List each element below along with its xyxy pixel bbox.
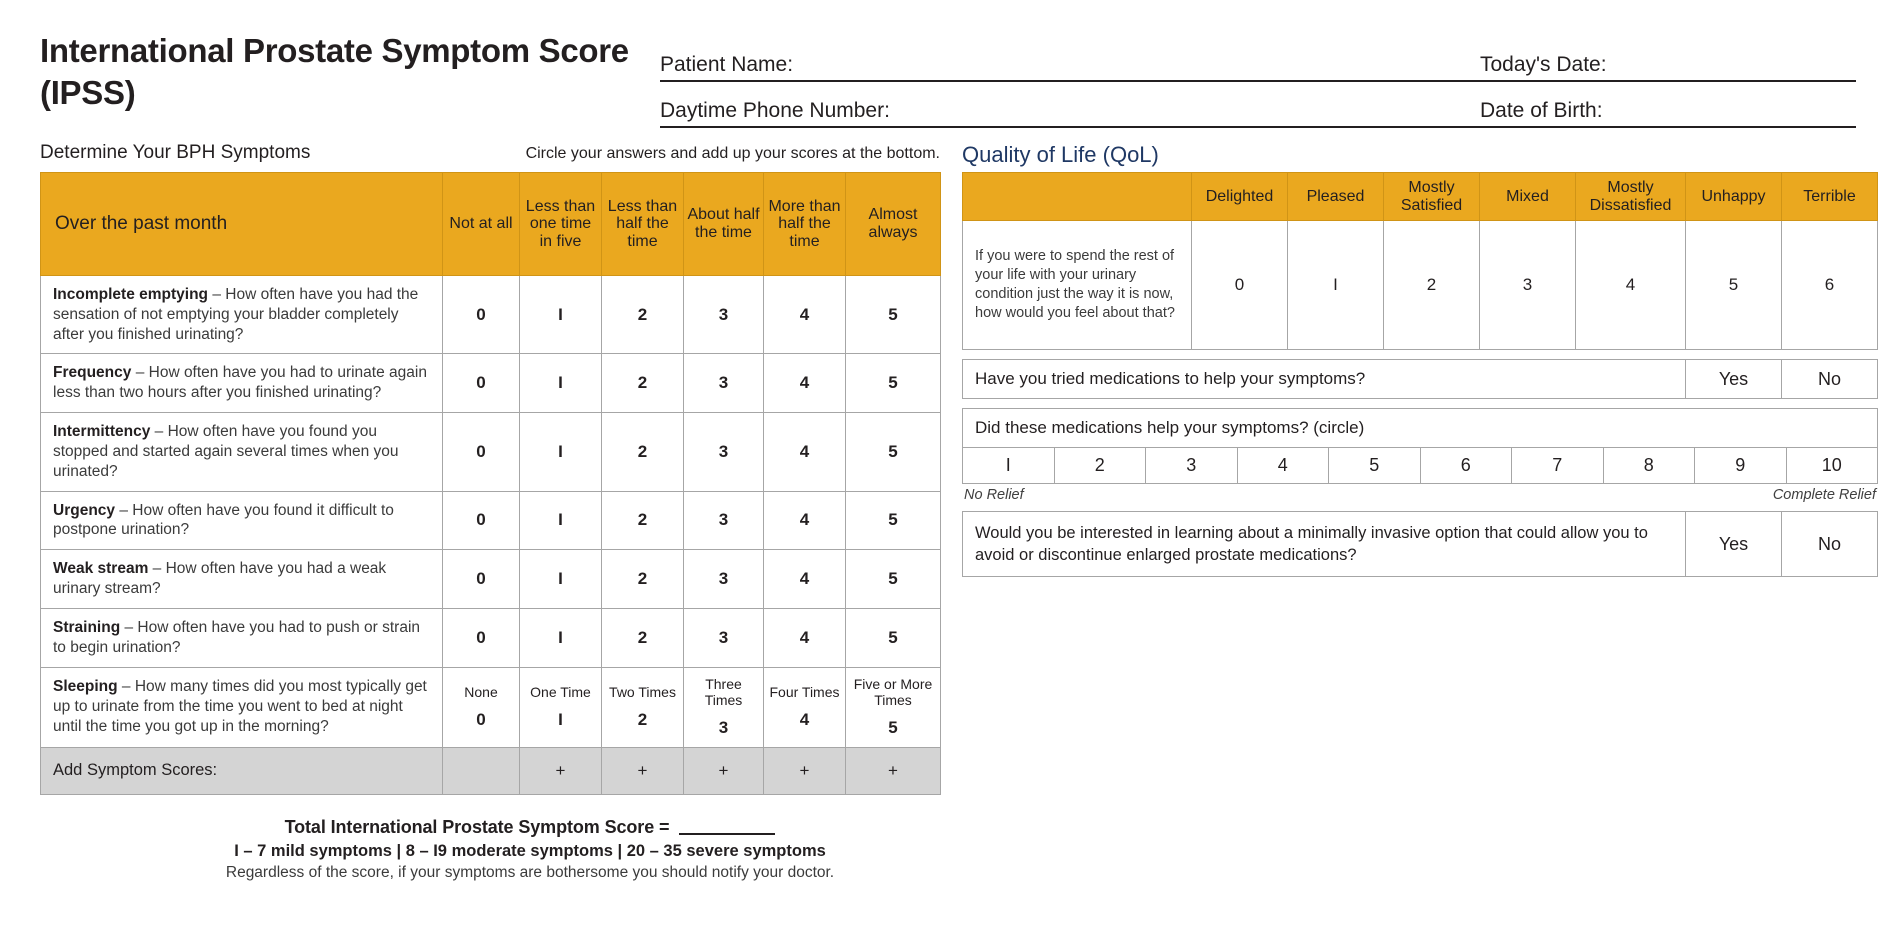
qol-score-option[interactable]: 3 xyxy=(1480,221,1576,350)
symptom-question-incomplete-emptying xyxy=(41,276,443,354)
sleep-option-label: Two Times xyxy=(609,683,676,700)
score-option[interactable]: 3 xyxy=(684,413,764,491)
score-option[interactable]: I xyxy=(520,413,602,491)
main-content xyxy=(0,128,1896,795)
qol-table xyxy=(962,172,1878,350)
daytime-phone-row xyxy=(660,82,1856,128)
symptom-text: – How often have you had the sensation of not emptying your bladder completely after you finished urinating? xyxy=(53,286,419,343)
bph-caption-right: Circle your answers and add up your scores at the bottom. xyxy=(525,145,940,162)
sleep-option-value: I xyxy=(558,709,563,729)
add-score-blank[interactable] xyxy=(443,747,520,794)
score-option[interactable]: 5 xyxy=(846,354,941,413)
symptom-text: – How often have you found you stopped and started again several times when you urinated? xyxy=(53,423,399,480)
symptom-question-urgency xyxy=(41,491,443,550)
relief-scale-option[interactable]: 6 xyxy=(1420,448,1512,484)
medications-tried-yes[interactable]: Yes xyxy=(1686,360,1782,399)
symptom-term: Urgency xyxy=(53,501,116,519)
sleep-option-value: 3 xyxy=(718,718,729,738)
sleep-option-label: Four Times xyxy=(769,683,840,700)
score-option[interactable]: 4 xyxy=(764,608,846,667)
relief-scale-row xyxy=(963,448,1878,484)
add-score-plus[interactable]: + xyxy=(846,747,941,794)
relief-scale-option[interactable]: 4 xyxy=(1237,448,1329,484)
table-row xyxy=(41,608,941,667)
daytime-phone-label: Daytime Phone Number: xyxy=(660,99,890,122)
ipss-col-less-than-half: Less than half the time xyxy=(602,173,684,276)
score-option[interactable]: 0 xyxy=(443,413,520,491)
bph-section xyxy=(40,142,940,795)
symptom-question-weak-stream xyxy=(41,550,443,609)
score-option[interactable]: 0 xyxy=(443,491,520,550)
symptom-text: – How often have you found it difficult to postpone urination? xyxy=(53,501,394,539)
symptom-term: Intermittency xyxy=(53,423,151,441)
qol-header-blank xyxy=(963,173,1192,221)
sleep-option-four-times[interactable] xyxy=(764,667,846,747)
relief-scale-option[interactable]: 9 xyxy=(1695,448,1787,484)
score-option[interactable]: 3 xyxy=(684,550,764,609)
symptom-term: Sleeping xyxy=(53,678,118,696)
score-ranges: I – 7 mild symptoms | 8 – I9 moderate symptoms | 20 – 35 severe symptoms xyxy=(234,841,826,860)
add-score-plus[interactable]: + xyxy=(520,747,602,794)
ipss-col-more-than-half: More than half the time xyxy=(764,173,846,276)
score-option[interactable]: I xyxy=(520,354,602,413)
score-option[interactable]: 3 xyxy=(684,491,764,550)
medications-tried-no[interactable]: No xyxy=(1782,360,1878,399)
total-score-label: Total International Prostate Symptom Score = xyxy=(284,816,670,837)
symptom-text: – How many times did you most typically get up to urinate from the time you went to bed at night until the time you got up in the morning? xyxy=(53,678,427,735)
sleep-option-two-times[interactable] xyxy=(602,667,684,747)
sleep-option-five-or-more-times[interactable] xyxy=(846,667,941,747)
add-score-plus[interactable]: + xyxy=(764,747,846,794)
score-option[interactable]: 5 xyxy=(846,413,941,491)
qol-score-option[interactable]: I xyxy=(1288,221,1384,350)
qol-heading: Quality of Life (QoL) xyxy=(962,142,1159,167)
score-option[interactable]: 4 xyxy=(764,491,846,550)
symptom-question-straining xyxy=(41,608,443,667)
add-score-plus[interactable]: + xyxy=(602,747,684,794)
sleep-option-label: None xyxy=(464,683,498,700)
total-score-line xyxy=(80,817,980,838)
sleep-option-label: Five or More Times xyxy=(853,675,933,709)
symptom-question-frequency xyxy=(41,354,443,413)
footer-note: Regardless of the score, if your symptoms are bothersome you should notify your doctor. xyxy=(225,863,835,881)
title-block xyxy=(40,24,660,114)
symptom-question-sleeping xyxy=(41,667,443,747)
minimally-invasive-no[interactable]: No xyxy=(1782,512,1878,577)
score-option[interactable]: 3 xyxy=(684,276,764,354)
table-row xyxy=(41,276,941,354)
sleep-option-label: One Time xyxy=(530,683,591,700)
table-row xyxy=(41,491,941,550)
symptom-question-intermittency xyxy=(41,413,443,491)
sleep-option-none[interactable] xyxy=(443,667,520,747)
score-option[interactable]: 5 xyxy=(846,608,941,667)
footer xyxy=(0,817,1896,882)
score-option[interactable]: 2 xyxy=(602,608,684,667)
score-option[interactable]: 4 xyxy=(764,413,846,491)
relief-scale-option[interactable]: 3 xyxy=(1146,448,1238,484)
todays-date-label: Today's Date: xyxy=(1480,53,1607,76)
qol-col-terrible: Terrible xyxy=(1782,173,1878,221)
minimally-invasive-question: Would you be interested in learning about a minimally invasive option that could allow you to avoid or discontinue enlarged prostate medications? xyxy=(963,512,1686,577)
ipss-col-not-at-all: Not at all xyxy=(443,173,520,276)
sleep-option-value: 0 xyxy=(476,709,486,729)
ipss-symptom-table xyxy=(40,172,941,795)
symptom-text: – How often have you had a weak urinary stream? xyxy=(53,560,387,598)
no-relief-label: No Relief xyxy=(964,487,1024,504)
page-header xyxy=(0,0,1896,128)
sleep-option-label: Three Times xyxy=(704,675,743,709)
table-row xyxy=(963,360,1878,399)
qol-col-delighted: Delighted xyxy=(1192,173,1288,221)
symptom-term: Frequency xyxy=(53,364,132,382)
minimally-invasive-yes[interactable]: Yes xyxy=(1686,512,1782,577)
qol-question: If you were to spend the rest of your life with your urinary condition just the way it is now, how would you feel about that? xyxy=(963,221,1192,350)
score-option[interactable]: I xyxy=(520,276,602,354)
score-option[interactable]: 0 xyxy=(443,550,520,609)
score-option[interactable]: 2 xyxy=(602,413,684,491)
medications-help-question: Did these medications help your symptoms? (circle) xyxy=(963,409,1878,448)
score-option[interactable]: 4 xyxy=(764,550,846,609)
page-title: International Prostate Symptom Score (IPSS) xyxy=(40,32,629,112)
symptom-text: – How often have you had to push or strain to begin urination? xyxy=(53,618,421,656)
score-option[interactable]: 0 xyxy=(443,276,520,354)
score-option[interactable]: 3 xyxy=(684,608,764,667)
relief-scale-option[interactable]: 2 xyxy=(1054,448,1146,484)
ipss-col-less-than-one-in-five: Less than one time in five xyxy=(520,173,602,276)
score-option[interactable]: 5 xyxy=(846,276,941,354)
relief-scale-option[interactable]: 7 xyxy=(1512,448,1604,484)
table-row xyxy=(41,413,941,491)
table-row xyxy=(963,409,1878,448)
symptom-text: – How often have you had to urinate again less than two hours after you finished urinating? xyxy=(53,364,427,402)
qol-answer-row xyxy=(963,221,1878,350)
symptom-term: Straining xyxy=(53,618,121,636)
score-option[interactable]: 2 xyxy=(602,354,684,413)
qol-score-option[interactable]: 6 xyxy=(1782,221,1878,350)
relief-scale-option[interactable]: I xyxy=(963,448,1055,484)
patient-name-row xyxy=(660,36,1856,82)
sleep-option-value: 2 xyxy=(637,709,648,729)
medications-tried-table xyxy=(962,359,1878,399)
qol-col-mostly-satisfied: Mostly Satisfied xyxy=(1384,173,1480,221)
ipss-header-row xyxy=(41,173,941,276)
symptom-term: Weak stream xyxy=(53,560,149,578)
score-option[interactable]: 5 xyxy=(846,491,941,550)
add-score-plus[interactable]: + xyxy=(684,747,764,794)
sleep-option-value: 5 xyxy=(888,718,898,738)
qol-score-option[interactable]: 5 xyxy=(1686,221,1782,350)
score-option[interactable]: 0 xyxy=(443,608,520,667)
add-symptom-scores-row xyxy=(41,747,941,794)
score-option[interactable]: 4 xyxy=(764,276,846,354)
qol-score-option[interactable]: 4 xyxy=(1576,221,1686,350)
bph-captions xyxy=(40,142,940,166)
sleep-option-three-times[interactable] xyxy=(684,667,764,747)
relief-scale-option[interactable]: 10 xyxy=(1786,448,1878,484)
qol-col-unhappy: Unhappy xyxy=(1686,173,1782,221)
table-row xyxy=(41,550,941,609)
score-option[interactable]: I xyxy=(520,491,602,550)
sleep-option-value: 4 xyxy=(799,709,810,729)
qol-score-option[interactable]: 0 xyxy=(1192,221,1288,350)
symptom-term: Incomplete emptying xyxy=(53,286,209,303)
footer-inner xyxy=(80,817,980,882)
add-symptom-scores-label: Add Symptom Scores: xyxy=(41,747,443,794)
qol-header-row xyxy=(963,173,1878,221)
patient-info-fields xyxy=(660,24,1856,128)
medications-tried-question: Have you tried medications to help your symptoms? xyxy=(963,360,1686,399)
score-option[interactable]: 4 xyxy=(764,354,846,413)
qol-section xyxy=(962,142,1878,577)
minimally-invasive-interest-table xyxy=(962,511,1878,577)
score-option[interactable]: 5 xyxy=(846,550,941,609)
qol-col-mixed: Mixed xyxy=(1480,173,1576,221)
score-option[interactable]: 3 xyxy=(684,354,764,413)
medications-help-table xyxy=(962,408,1878,484)
qol-score-option[interactable]: 2 xyxy=(1384,221,1480,350)
score-option[interactable]: 2 xyxy=(602,276,684,354)
bph-caption-left: Determine Your BPH Symptoms xyxy=(40,142,311,163)
relief-endpoints xyxy=(962,484,1878,503)
patient-name-label: Patient Name: xyxy=(660,53,794,76)
ipss-col-almost-always: Almost always xyxy=(846,173,941,276)
sleep-option-one-time[interactable] xyxy=(520,667,602,747)
ipss-header-main: Over the past month xyxy=(41,173,443,276)
table-row xyxy=(963,512,1878,577)
qol-col-mostly-dissatisfied: Mostly Dissatisfied xyxy=(1576,173,1686,221)
score-option[interactable]: 0 xyxy=(443,354,520,413)
score-option[interactable]: I xyxy=(520,608,602,667)
complete-relief-label: Complete Relief xyxy=(1772,487,1876,504)
table-row xyxy=(41,354,941,413)
table-row-sleeping xyxy=(41,667,941,747)
score-option[interactable]: 2 xyxy=(602,550,684,609)
score-option[interactable]: I xyxy=(520,550,602,609)
relief-scale-option[interactable]: 8 xyxy=(1603,448,1695,484)
qol-col-pleased: Pleased xyxy=(1288,173,1384,221)
total-score-blank[interactable] xyxy=(679,833,775,835)
score-option[interactable]: 2 xyxy=(602,491,684,550)
date-of-birth-label: Date of Birth: xyxy=(1480,99,1603,122)
ipss-col-about-half: About half the time xyxy=(684,173,764,276)
relief-scale-option[interactable]: 5 xyxy=(1329,448,1421,484)
